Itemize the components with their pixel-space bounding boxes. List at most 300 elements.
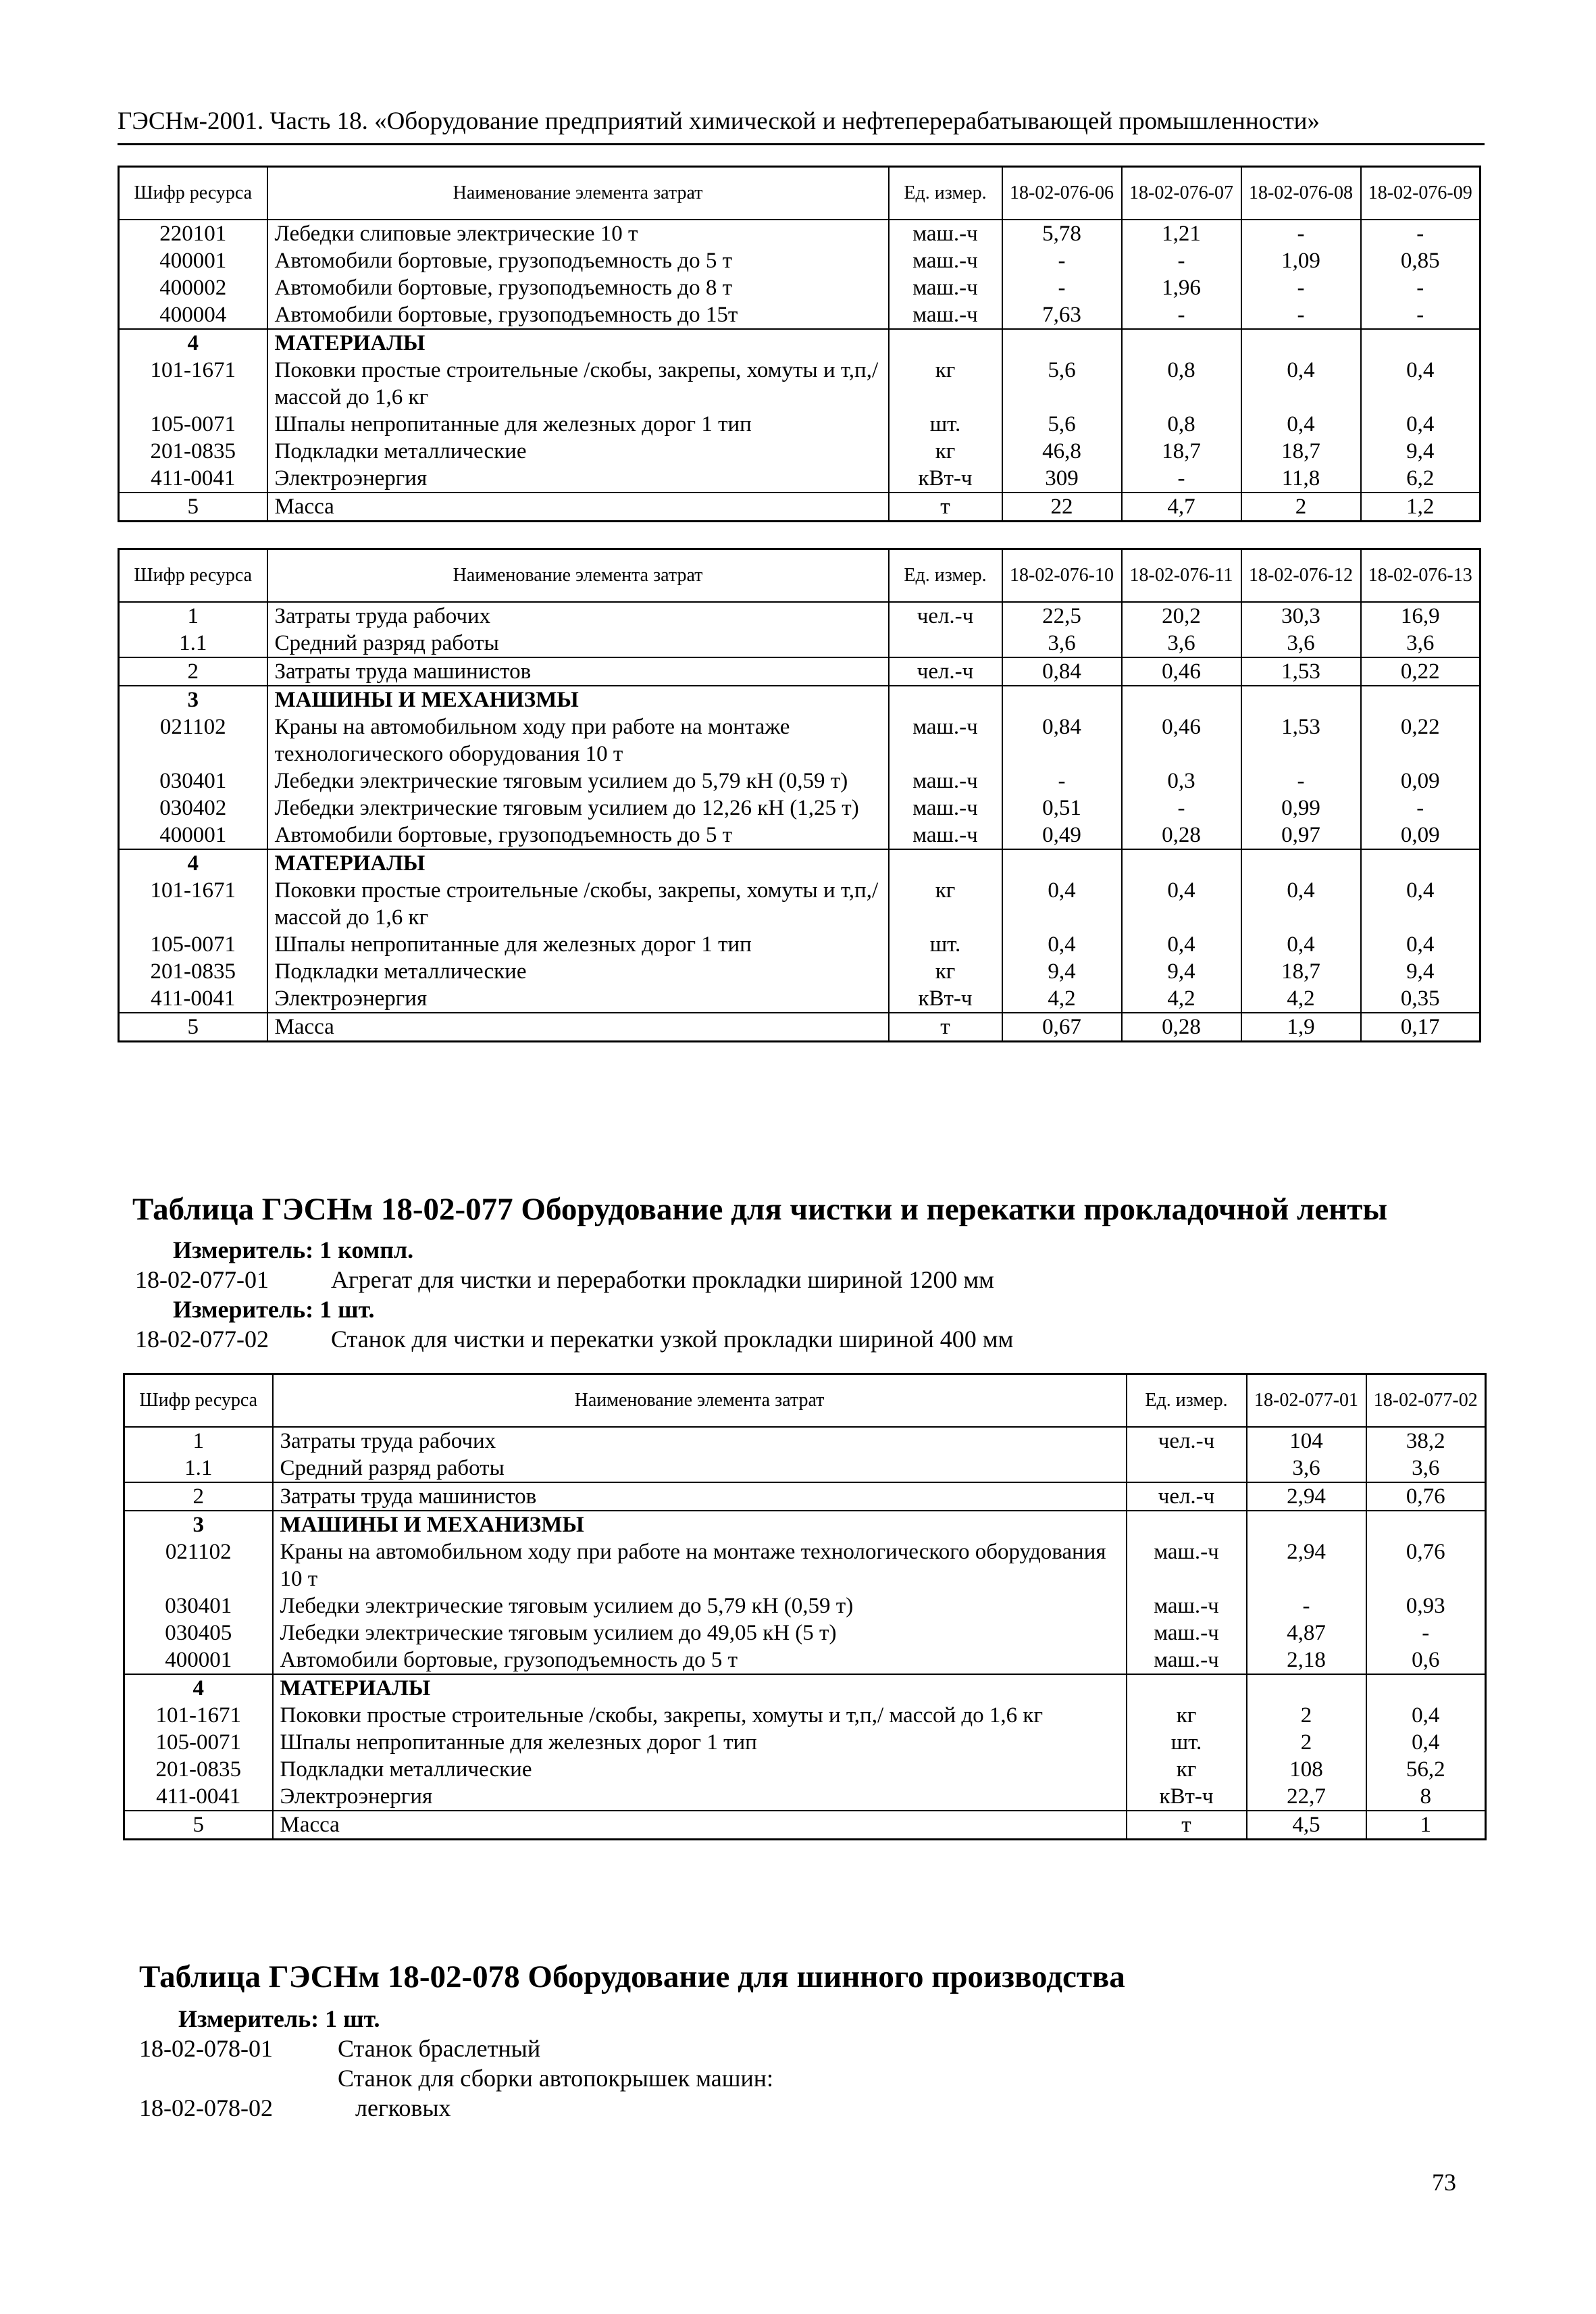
resource-code: 201-0835 [119,438,267,465]
resource-name: Лебедки слиповые электрические 10 т [267,220,889,247]
resource-unit: кг [889,438,1002,465]
norm-text: Агрегат для чистки и переработки прокладки шириной 1200 мм [331,1266,994,1293]
col-header-norm: 18-02-077-02 [1366,1374,1486,1427]
resource-unit: маш.-ч [889,822,1002,849]
resource-unit: маш.-ч [1127,1592,1247,1619]
col-header-unit: Ед. измер. [889,549,1002,602]
resource-name: Затраты труда машинистов [267,657,889,686]
norm-value: 0,76 [1366,1482,1486,1511]
table-row [124,1538,1486,1592]
norm-value: 1,53 [1241,657,1361,686]
resource-unit: кВт-ч [1127,1783,1247,1811]
norm-value: 1,53 [1241,713,1361,768]
resource-unit: кВт-ч [889,985,1002,1013]
norm-value: 16,9 [1361,602,1481,630]
norm-value: 4,2 [1002,985,1122,1013]
resource-unit [889,686,1002,713]
resource-name: Затраты труда рабочих [267,602,889,630]
table-row [124,1674,1486,1702]
norm-value [1361,329,1481,357]
norm-value: 2 [1241,493,1361,522]
norm-value: 6,2 [1361,465,1481,493]
norm-value: 0,4 [1241,357,1361,411]
resource-unit: чел.-ч [1127,1427,1247,1455]
meter-077-2: Измеритель: 1 шт. [173,1296,375,1323]
norm-value: 0,4 [1122,931,1241,958]
table-row [119,438,1481,465]
table-row [119,357,1481,411]
norm-value: 2 [1247,1729,1366,1756]
resource-code: 030405 [124,1619,273,1646]
table-row [119,877,1481,931]
resource-unit: шт. [889,411,1002,438]
norm-value: - [1241,220,1361,247]
norm-value: - [1361,795,1481,822]
resource-name: МАТЕРИАЛЫ [267,849,889,877]
norm-value: - [1122,795,1241,822]
resource-code: 400001 [119,822,267,849]
norm-value: 38,2 [1366,1427,1486,1455]
resource-name: Лебедки электрические тяговым усилием до 5,79 кН (0,59 т) [267,768,889,795]
norm-value: - [1247,1592,1366,1619]
col-header-unit: Ед. измер. [889,167,1002,220]
norm-value: 9,4 [1002,958,1122,985]
resource-unit: маш.-ч [1127,1538,1247,1592]
norm-value: 0,8 [1122,411,1241,438]
resource-name: Масса [267,1013,889,1042]
table-row [124,1702,1486,1729]
page-number: 73 [1432,2169,1456,2196]
table-row [119,274,1481,301]
resource-code: 105-0071 [119,931,267,958]
col-header-unit: Ед. измер. [1127,1374,1247,1427]
norm-item-077-01 [135,1265,994,1294]
table-row [119,465,1481,493]
norm-value: - [1241,768,1361,795]
norm-value: 0,22 [1361,713,1481,768]
resource-unit: шт. [889,931,1002,958]
resource-unit: шт. [1127,1729,1247,1756]
resource-table-077 [123,1373,1487,1840]
page-header: ГЭСНм-2001. Часть 18. «Оборудование предприятий химической и нефтеперерабатывающей промышленности» [118,107,1320,135]
norm-value: 4,2 [1241,985,1361,1013]
norm-value: 7,63 [1002,301,1122,329]
resource-name: Лебедки электрические тяговым усилием до 49,05 кН (5 т) [273,1619,1127,1646]
table-row [124,1646,1486,1674]
norm-value: 2,94 [1247,1538,1366,1592]
col-header-code: Шифр ресурса [124,1374,273,1427]
resource-table-076-06-09 [118,166,1481,522]
norm-value: 3,6 [1241,630,1361,657]
table-row [124,1811,1486,1840]
resource-name: Шпалы непропитанные для железных дорог 1 тип [267,931,889,958]
norm-value: 0,4 [1361,931,1481,958]
norm-value: 46,8 [1002,438,1122,465]
norm-value: 0,67 [1002,1013,1122,1042]
norm-value: - [1122,301,1241,329]
norm-value: 18,7 [1122,438,1241,465]
norm-value: 5,6 [1002,357,1122,411]
norm-value: 0,09 [1361,768,1481,795]
norm-value: 0,28 [1122,1013,1241,1042]
table-row [124,1729,1486,1756]
resource-unit: т [889,1013,1002,1042]
resource-name: Лебедки электрические тяговым усилием до 12,26 кН (1,25 т) [267,795,889,822]
norm-value: - [1122,247,1241,274]
table-row [119,768,1481,795]
norm-value: - [1241,274,1361,301]
resource-code: 4 [119,849,267,877]
norm-value: 0,17 [1361,1013,1481,1042]
norm-code: 18-02-077-01 [135,1266,269,1293]
norm-value: - [1366,1619,1486,1646]
resource-unit: кг [889,958,1002,985]
norm-value: 56,2 [1366,1756,1486,1783]
resource-code: 1.1 [124,1455,273,1482]
norm-value: 0,4 [1241,931,1361,958]
table-row [124,1511,1486,1538]
norm-value: 22 [1002,493,1122,522]
norm-value [1002,849,1122,877]
table-row [119,411,1481,438]
resource-name: Шпалы непропитанные для железных дорог 1 тип [273,1729,1127,1756]
norm-value: 3,6 [1247,1455,1366,1482]
resource-code: 3 [124,1511,273,1538]
norm-value: 0,35 [1361,985,1481,1013]
norm-value: - [1002,247,1122,274]
resource-unit [889,849,1002,877]
resource-unit: кг [889,357,1002,411]
resource-unit: чел.-ч [1127,1482,1247,1511]
table-row [119,301,1481,329]
resource-unit: кг [889,877,1002,931]
norm-value: 4,5 [1247,1811,1366,1840]
norm-value [1366,1674,1486,1702]
resource-code: 220101 [119,220,267,247]
col-header-norm: 18-02-076-07 [1122,167,1241,220]
resource-code: 400002 [119,274,267,301]
norm-value: 0,84 [1002,657,1122,686]
norm-value: - [1122,465,1241,493]
resource-code: 030401 [119,768,267,795]
resource-unit: кВт-ч [889,465,1002,493]
resource-code: 411-0041 [124,1783,273,1811]
table-title-077: Таблица ГЭСНм 18-02-077 Оборудование для чистки и перекатки прокладочной ленты [132,1192,1388,1227]
norm-text: легковых [355,2094,451,2121]
col-header-code: Шифр ресурса [119,167,267,220]
resource-name: Масса [273,1811,1127,1840]
norm-value: 0,99 [1241,795,1361,822]
norm-value: 0,22 [1361,657,1481,686]
norm-value: 8 [1366,1783,1486,1811]
norm-value: 1,2 [1361,493,1481,522]
norm-value: 3,6 [1361,630,1481,657]
norm-value [1002,686,1122,713]
col-header-norm: 18-02-077-01 [1247,1374,1366,1427]
resource-unit: маш.-ч [889,274,1002,301]
norm-value: 0,85 [1361,247,1481,274]
resource-name: Электроэнергия [267,465,889,493]
norm-value: 0,28 [1122,822,1241,849]
col-header-name: Наименование элемента затрат [273,1374,1127,1427]
resource-name: Затраты труда машинистов [273,1482,1127,1511]
norm-value [1241,329,1361,357]
resource-unit: кг [1127,1756,1247,1783]
resource-name: Подкладки металлические [267,438,889,465]
resource-code: 5 [119,1013,267,1042]
norm-value: 1,21 [1122,220,1241,247]
resource-unit [889,630,1002,657]
norm-item-078-02 [139,2093,451,2123]
table-row [119,220,1481,247]
norm-value: - [1361,274,1481,301]
norm-value: 2,18 [1247,1646,1366,1674]
norm-value: 0,46 [1122,713,1241,768]
resource-unit: т [889,493,1002,522]
norm-value: 0,8 [1122,357,1241,411]
norm-value [1241,686,1361,713]
table-row [119,822,1481,849]
norm-value: 0,4 [1002,931,1122,958]
resource-code: 3 [119,686,267,713]
resource-unit [1127,1674,1247,1702]
resource-name: Затраты труда рабочих [273,1427,1127,1455]
header-rule [118,143,1485,145]
resource-table-076-10-13 [118,548,1481,1042]
norm-value: 1,96 [1122,274,1241,301]
norm-value: 1 [1366,1811,1486,1840]
resource-code: 400001 [119,247,267,274]
resource-unit: маш.-ч [889,795,1002,822]
norm-value: 30,3 [1241,602,1361,630]
norm-value [1122,329,1241,357]
col-header-code: Шифр ресурса [119,549,267,602]
resource-unit: чел.-ч [889,602,1002,630]
resource-code: 101-1671 [124,1702,273,1729]
col-header-norm: 18-02-076-12 [1241,549,1361,602]
norm-value: 0,4 [1122,877,1241,931]
col-header-norm: 18-02-076-13 [1361,549,1481,602]
norm-value [1361,686,1481,713]
table-row [119,493,1481,522]
table-row [119,657,1481,686]
norm-value: 0,49 [1002,822,1122,849]
resource-code: 4 [124,1674,273,1702]
table-row [119,931,1481,958]
norm-value: 0,93 [1366,1592,1486,1619]
norm-value: - [1002,274,1122,301]
norm-text: Станок для чистки и перекатки узкой прокладки шириной 400 мм [331,1326,1014,1353]
resource-code: 101-1671 [119,877,267,931]
resource-unit: маш.-ч [1127,1646,1247,1674]
resource-unit [889,329,1002,357]
norm-value: 108 [1247,1756,1366,1783]
norm-value: 1,09 [1241,247,1361,274]
norm-value: 0,4 [1002,877,1122,931]
resource-unit [1127,1511,1247,1538]
norm-value: 0,4 [1241,411,1361,438]
norm-value: 4,7 [1122,493,1241,522]
resource-unit: чел.-ч [889,657,1002,686]
resource-name: МАШИНЫ И МЕХАНИЗМЫ [267,686,889,713]
table-row [119,686,1481,713]
norm-value [1241,849,1361,877]
norm-value: 4,2 [1122,985,1241,1013]
resource-code: 1.1 [119,630,267,657]
table-row [119,985,1481,1013]
resource-code: 1 [124,1427,273,1455]
resource-name: Масса [267,493,889,522]
resource-code: 1 [119,602,267,630]
resource-code: 201-0835 [124,1756,273,1783]
norm-value [1247,1511,1366,1538]
col-header-name: Наименование элемента затрат [267,167,889,220]
resource-name: Средний разряд работы [267,630,889,657]
table-row [119,958,1481,985]
resource-name: Краны на автомобильном ходу при работе на монтаже технологического оборудования 10 т [267,713,889,768]
norm-group-078 [338,2063,773,2093]
col-header-norm: 18-02-076-06 [1002,167,1122,220]
resource-name: Автомобили бортовые, грузоподъемность до 8 т [267,274,889,301]
table-row [119,630,1481,657]
norm-text: Станок браслетный [338,2035,541,2062]
resource-unit: маш.-ч [889,247,1002,274]
resource-name: Поковки простые строительные /скобы, закрепы, хомуты и т,п,/ массой до 1,6 кг [267,877,889,931]
resource-code: 411-0041 [119,985,267,1013]
norm-value: 0,3 [1122,768,1241,795]
meter-078: Измеритель: 1 шт. [178,2005,380,2032]
resource-code: 5 [124,1811,273,1840]
resource-code: 101-1671 [119,357,267,411]
norm-value: 0,4 [1241,877,1361,931]
norm-value: 0,4 [1366,1702,1486,1729]
resource-name: Электроэнергия [267,985,889,1013]
resource-code: 105-0071 [124,1729,273,1756]
resource-name: Электроэнергия [273,1783,1127,1811]
meter-077-1: Измеритель: 1 компл. [173,1236,414,1263]
resource-name: Автомобили бортовые, грузоподъемность до 5 т [267,247,889,274]
norm-value: 0,6 [1366,1646,1486,1674]
table-row [119,1013,1481,1042]
table-row [124,1427,1486,1455]
norm-value: 0,4 [1361,357,1481,411]
norm-value: 18,7 [1241,438,1361,465]
norm-value: 22,5 [1002,602,1122,630]
table-row [124,1482,1486,1511]
resource-code: 021102 [119,713,267,768]
resource-code: 411-0041 [119,465,267,493]
norm-value: 0,46 [1122,657,1241,686]
norm-value: 11,8 [1241,465,1361,493]
resource-name: Автомобили бортовые, грузоподъемность до 5 т [273,1646,1127,1674]
resource-name: Лебедки электрические тяговым усилием до 5,79 кН (0,59 т) [273,1592,1127,1619]
resource-name: МАШИНЫ И МЕХАНИЗМЫ [273,1511,1127,1538]
norm-value [1361,849,1481,877]
table-row [119,849,1481,877]
resource-code: 2 [119,657,267,686]
resource-name: Поковки простые строительные /скобы, закрепы, хомуты и т,п,/ массой до 1,6 кг [273,1702,1127,1729]
norm-value: 3,6 [1002,630,1122,657]
norm-value: 20,2 [1122,602,1241,630]
norm-value: 3,6 [1122,630,1241,657]
resource-code: 105-0071 [119,411,267,438]
resource-name: МАТЕРИАЛЫ [273,1674,1127,1702]
norm-value: - [1241,301,1361,329]
norm-value: - [1361,220,1481,247]
resource-code: 030402 [119,795,267,822]
norm-value [1366,1511,1486,1538]
resource-unit: кг [1127,1702,1247,1729]
resource-unit: т [1127,1811,1247,1840]
resource-name: Автомобили бортовые, грузоподъемность до 15т [267,301,889,329]
norm-value: 4,87 [1247,1619,1366,1646]
table-row [124,1619,1486,1646]
resource-code: 021102 [124,1538,273,1592]
norm-value: 0,4 [1361,877,1481,931]
resource-name: Краны на автомобильном ходу при работе на монтаже технологического оборудования 10 т [273,1538,1127,1592]
resource-code: 201-0835 [119,958,267,985]
resource-unit: маш.-ч [1127,1619,1247,1646]
table-row [124,1455,1486,1482]
table-title-078: Таблица ГЭСНм 18-02-078 Оборудование для шинного производства [139,1959,1125,1994]
norm-value: 18,7 [1241,958,1361,985]
table-row [119,713,1481,768]
col-header-norm: 18-02-076-11 [1122,549,1241,602]
table-row [119,329,1481,357]
norm-value: 0,4 [1361,411,1481,438]
col-header-norm: 18-02-076-09 [1361,167,1481,220]
resource-name: Поковки простые строительные /скобы, закрепы, хомуты и т,п,/ массой до 1,6 кг [267,357,889,411]
norm-value: 0,76 [1366,1538,1486,1592]
resource-name: Автомобили бортовые, грузоподъемность до 5 т [267,822,889,849]
table-row [119,795,1481,822]
table-row [119,602,1481,630]
norm-value: 2,94 [1247,1482,1366,1511]
norm-value [1122,686,1241,713]
norm-value: - [1002,768,1122,795]
resource-unit: маш.-ч [889,713,1002,768]
norm-value: 9,4 [1122,958,1241,985]
resource-code: 400001 [124,1646,273,1674]
norm-group-text: Станок для сборки автопокрышек машин: [338,2065,774,2092]
norm-value [1002,329,1122,357]
col-header-name: Наименование элемента затрат [267,549,889,602]
norm-value [1122,849,1241,877]
norm-value: 3,6 [1366,1455,1486,1482]
table-row [124,1756,1486,1783]
norm-item-078-01 [139,2034,540,2063]
resource-code: 5 [119,493,267,522]
norm-code: 18-02-078-01 [139,2035,273,2062]
norm-value: 9,4 [1361,438,1481,465]
table-row [124,1783,1486,1811]
col-header-norm: 18-02-076-08 [1241,167,1361,220]
norm-value: 0,4 [1366,1729,1486,1756]
resource-code: 4 [119,329,267,357]
norm-code: 18-02-078-02 [139,2094,273,2121]
norm-value: 0,84 [1002,713,1122,768]
resource-code: 2 [124,1482,273,1511]
resource-name: МАТЕРИАЛЫ [267,329,889,357]
resource-unit: маш.-ч [889,768,1002,795]
norm-value: 0,51 [1002,795,1122,822]
table-row [124,1592,1486,1619]
resource-name: Средний разряд работы [273,1455,1127,1482]
resource-name: Подкладки металлические [273,1756,1127,1783]
resource-name: Подкладки металлические [267,958,889,985]
norm-code: 18-02-077-02 [135,1326,269,1353]
norm-value: 22,7 [1247,1783,1366,1811]
